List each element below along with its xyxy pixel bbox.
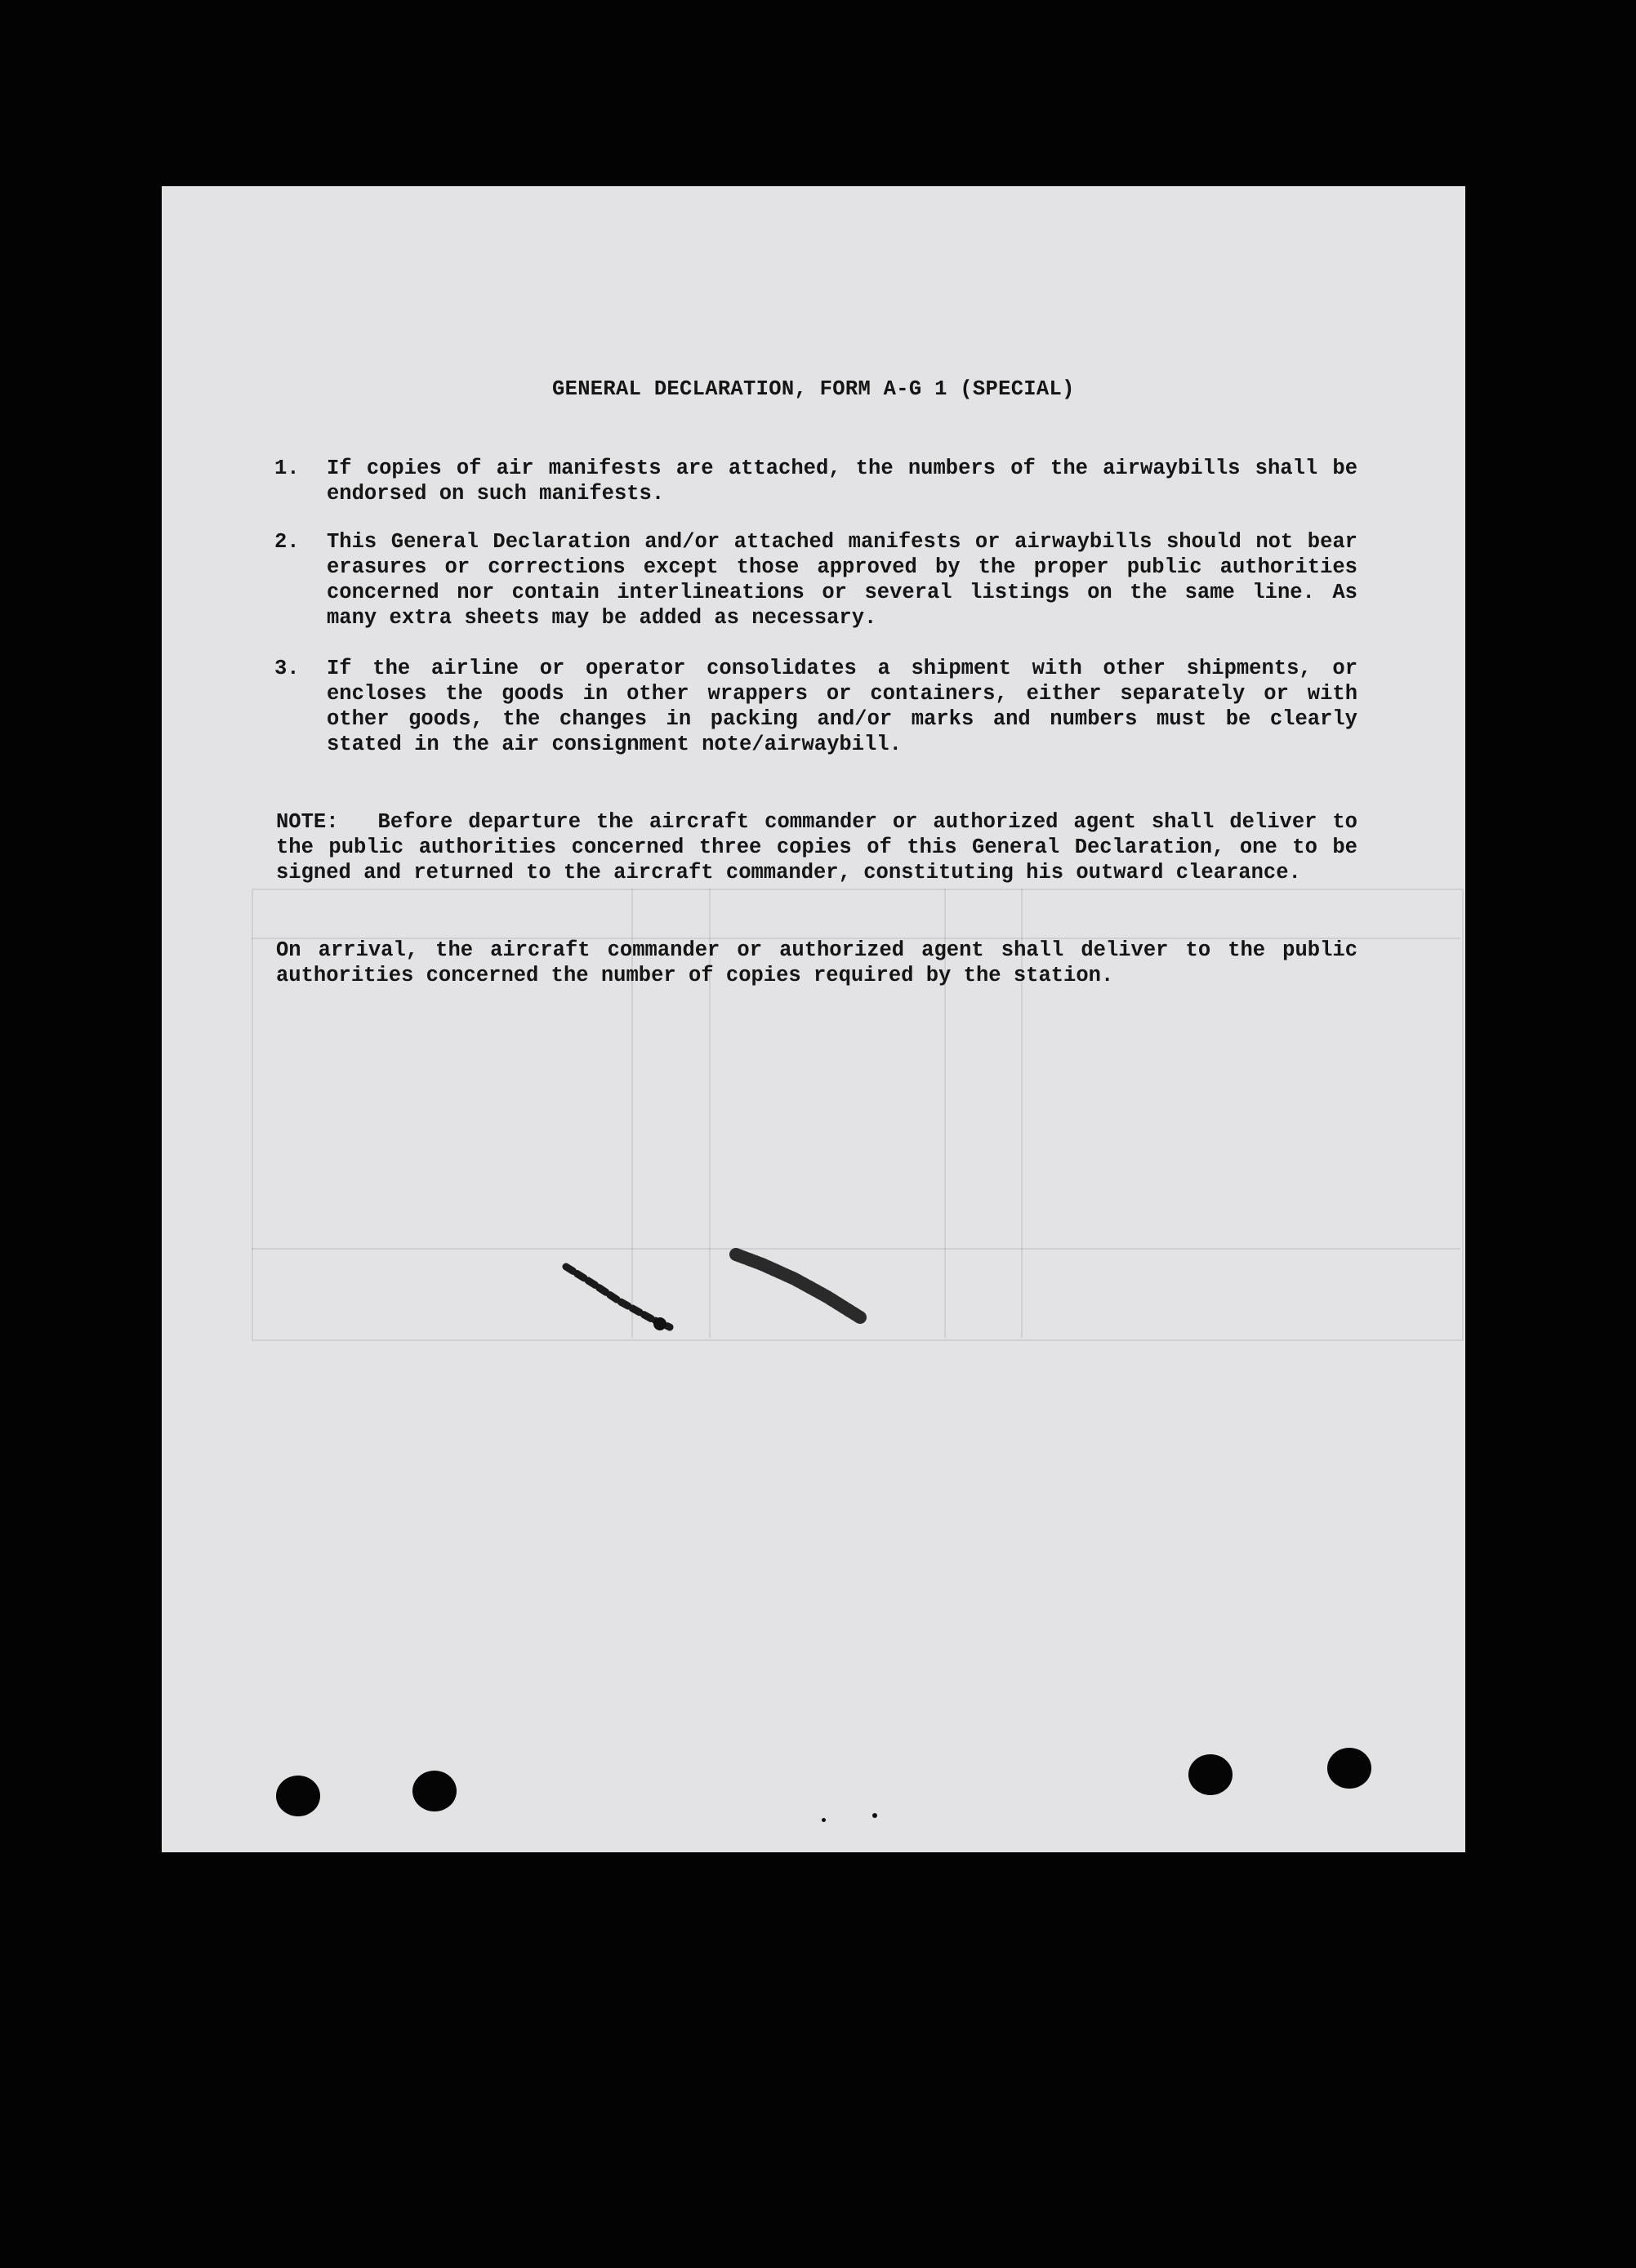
- note-label: NOTE:: [276, 810, 339, 834]
- document-title: GENERAL DECLARATION, FORM A-G 1 (SPECIAL): [552, 377, 1075, 401]
- dust-speck: [822, 1818, 826, 1822]
- document-page: [162, 186, 1465, 1852]
- punch-hole: [1188, 1754, 1233, 1795]
- item-text: If the airline or operator consolidates a shipment with other shipments, or encloses the goods in other wrappers or containers, either separately or with other goods, the changes in packing and/or marks and numbers must be clearly stated in the air consignment note/airwaybill.: [327, 657, 1357, 756]
- item-number: 2.: [274, 530, 300, 554]
- punch-hole: [276, 1776, 320, 1816]
- arrival-paragraph: On arrival, the aircraft commander or authorized agent shall deliver to the public authorities concerned the number of copies required by the station.: [276, 938, 1357, 987]
- item-number: 1.: [274, 457, 300, 480]
- item-text: This General Declaration and/or attached manifests or airwaybills should not bear erasures or corrections except those approved by the proper public authorities concerned nor contain interlineations or several listings on the same line. As many extra sheets may be added as necessary.: [327, 530, 1357, 630]
- punch-hole: [1327, 1748, 1371, 1789]
- note-paragraph: [276, 809, 1357, 885]
- note-text: Before departure the aircraft commander or authorized agent shall deliver to the public authorities concerned three copies of this General Declaration, one to be signed and returned to the aircraft commander, constituting his outward clearance.: [276, 810, 1357, 884]
- dust-speck: [872, 1813, 877, 1818]
- ink-stamp-smudge: [729, 1240, 868, 1330]
- punch-hole: [412, 1771, 457, 1811]
- item-text: If copies of air manifests are attached, the numbers of the airwaybills shall be endorsed on such manifests.: [327, 457, 1357, 506]
- ink-smudge: [562, 1260, 676, 1334]
- item-number: 3.: [274, 657, 300, 680]
